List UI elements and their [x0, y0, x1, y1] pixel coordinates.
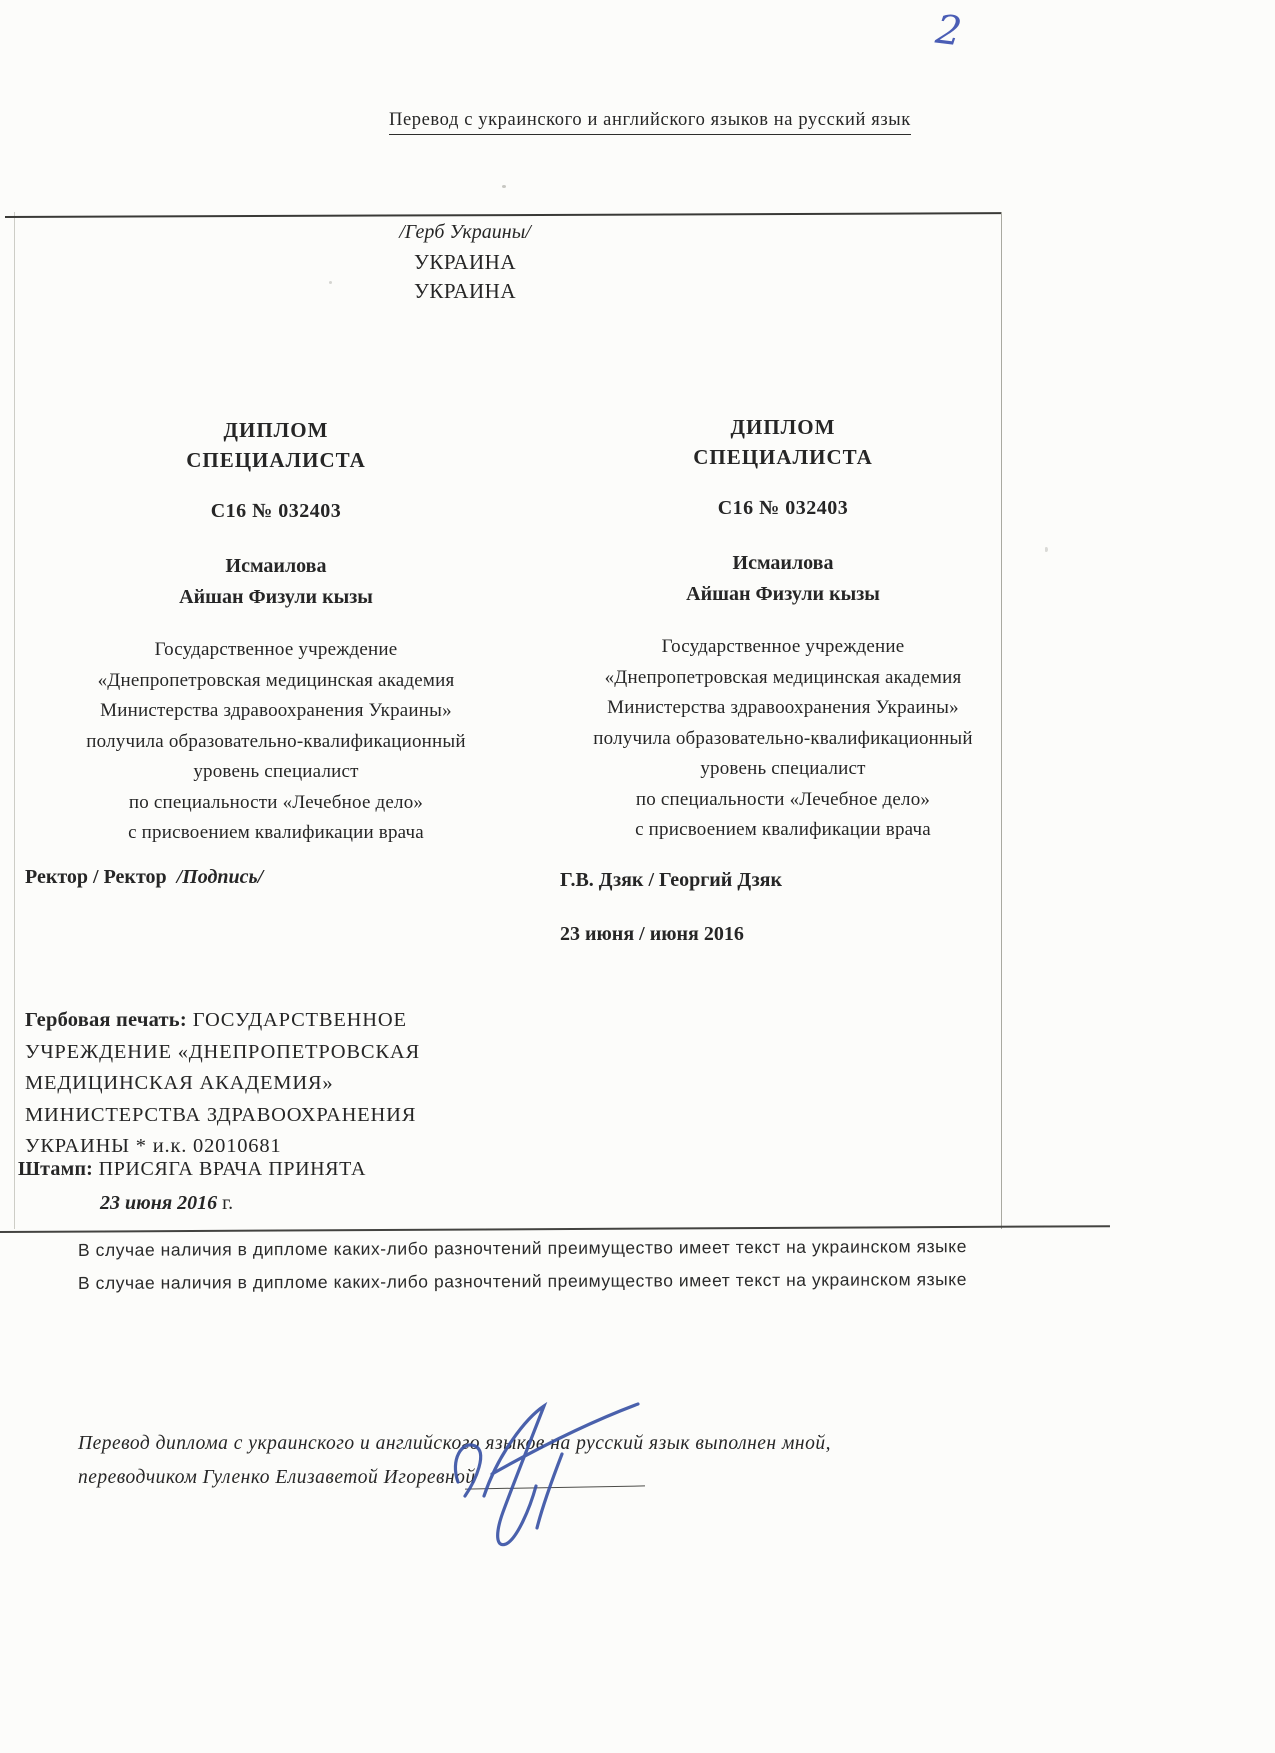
- stamp-text: ПРИСЯГА ВРАЧА ПРИНЯТА: [98, 1158, 366, 1180]
- body-line: с присвоением квалификации врача: [128, 822, 424, 843]
- seal-description-block: [25, 1005, 520, 1163]
- scan-speck: [329, 281, 332, 284]
- body-line: уровень специалист: [700, 758, 866, 779]
- country-name-line2: УКРАИНА: [413, 279, 517, 303]
- seal-text-line: МЕДИЦИНСКАЯ АКАДЕМИЯ»: [25, 1072, 334, 1094]
- seal-text-line: МИНИСТЕРСТВА ЗДРАВООХРАНЕНИЯ: [25, 1103, 417, 1126]
- diploma-body-text: [20, 635, 532, 849]
- scan-speck: [1045, 547, 1048, 552]
- holder-surname: Исмаилова: [225, 555, 327, 577]
- body-line: «Днепропетровская медицинская академия: [97, 669, 455, 691]
- diploma-column-right: [527, 412, 1039, 846]
- emblem-and-country-block: [14, 218, 916, 307]
- seal-label: Гербовая печать:: [25, 1009, 187, 1031]
- holder-name-block: [527, 548, 1039, 610]
- body-line: Государственное учреждение: [661, 636, 905, 657]
- stamp-date-line: [100, 1192, 233, 1215]
- translator-statement-line2: переводчиком Гуленко Елизаветой Игоревной: [78, 1467, 476, 1488]
- emblem-note: /Герб Украины/: [399, 221, 531, 243]
- rector-signature-line: [25, 866, 263, 889]
- ukrainian-priority-disclaimer-2: В случае наличия в дипломе каких-либо разночтений преимущество имеет текст на украинском языке: [77, 1269, 968, 1293]
- body-line: по специальности «Лечебное дело»: [635, 788, 931, 810]
- body-line: Государственное учреждение: [154, 639, 398, 660]
- translator-statement-line1: Перевод диплома с украинского и английского языков на русский язык выполнен мной,: [78, 1433, 831, 1454]
- rector-label: Ректор / Ректор: [25, 866, 167, 888]
- diploma-title-line2: СПЕЦИАЛИСТА: [186, 448, 366, 472]
- country-name-line1: УКРАИНА: [413, 249, 517, 274]
- stamp-label: Штамп:: [18, 1158, 94, 1180]
- seal-text-line: УКРАИНЫ * и.к. 02010681: [25, 1135, 282, 1157]
- holder-surname: Исмаилова: [732, 552, 834, 574]
- stamp-date-suffix: г.: [222, 1192, 234, 1214]
- handwritten-page-number: 2: [933, 6, 965, 56]
- stamp-date: 23 июня 2016: [100, 1192, 218, 1214]
- body-line: по специальности «Лечебное дело»: [128, 791, 424, 813]
- seal-text-line: УЧРЕЖДЕНИЕ «ДНЕПРОПЕТРОВСКАЯ: [25, 1040, 420, 1063]
- signatory-name: Г.В. Дзяк / Георгий Дзяк: [560, 869, 782, 891]
- diploma-title-line2: СПЕЦИАЛИСТА: [693, 445, 873, 469]
- diploma-date: 23 июня / июня 2016: [560, 923, 744, 945]
- holder-given-names: Айшан Физули кызы: [179, 586, 373, 608]
- body-line: получила образовательно-квалификационный: [593, 727, 973, 749]
- body-line: «Днепропетровская медицинская академия: [604, 666, 962, 688]
- diploma-title-line1: ДИПЛОМ: [730, 415, 836, 439]
- body-line: получила образовательно-квалификационный: [86, 730, 466, 752]
- holder-name-block: [20, 551, 532, 613]
- body-line: Министерства здравоохранения Украины»: [100, 700, 452, 721]
- signature-placeholder-note: /Подпись/: [176, 866, 264, 888]
- body-line: с присвоением квалификации врача: [635, 819, 931, 840]
- translator-signature: [438, 1396, 668, 1554]
- ukrainian-priority-disclaimer-1: В случае наличия в дипломе каких-либо разночтений преимущество имеет текст на украинском языке: [77, 1236, 968, 1260]
- diploma-title-line1: ДИПЛОМ: [223, 418, 329, 442]
- diploma-serial: С16 № 032403: [717, 497, 849, 519]
- scan-speck: [502, 185, 506, 188]
- body-line: Министерства здравоохранения Украины»: [607, 697, 959, 718]
- body-line: уровень специалист: [193, 761, 359, 782]
- diploma-serial: С16 № 032403: [210, 500, 342, 522]
- seal-text-line: ГОСУДАРСТВЕННОЕ: [192, 1009, 407, 1031]
- diploma-body-text: [527, 632, 1039, 846]
- translation-header: Перевод с украинского и английского языков на русский язык: [389, 110, 911, 135]
- diploma-column-left: [20, 415, 532, 849]
- stamp-description-line: [18, 1158, 366, 1181]
- holder-given-names: Айшан Физули кызы: [686, 583, 880, 605]
